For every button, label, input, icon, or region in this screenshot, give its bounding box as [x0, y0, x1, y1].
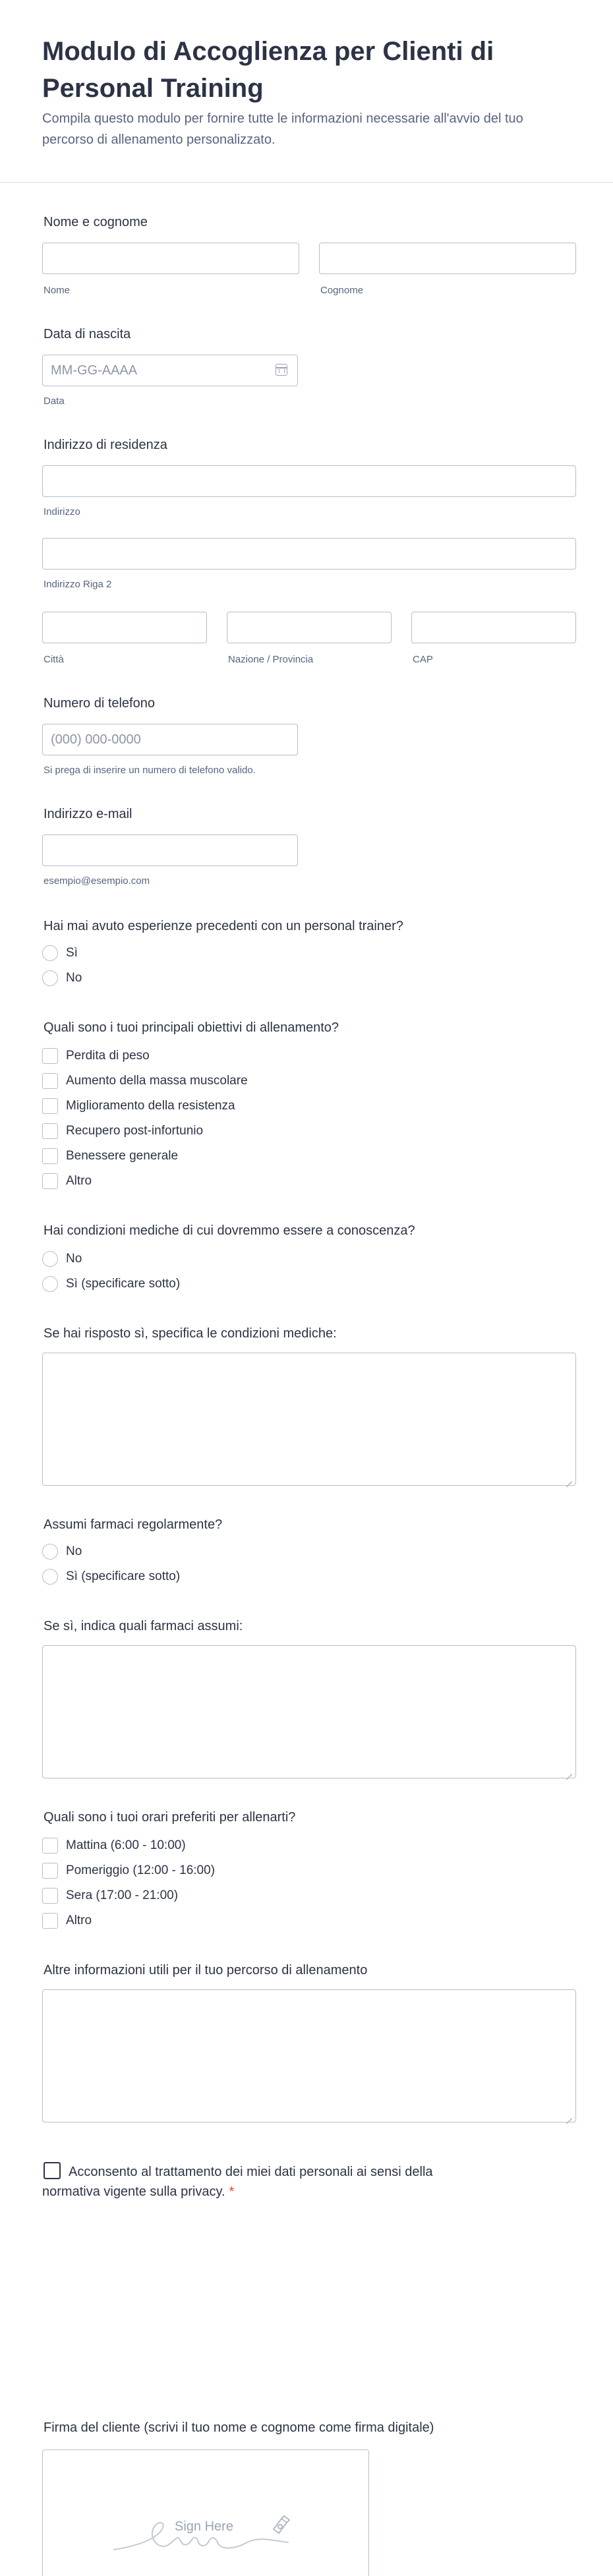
birthdate-label: Data di nascita	[44, 327, 131, 341]
conditions-detail-label: Se hai risposto sì, specifica le condizioni mediche:	[44, 1326, 337, 1341]
checkbox[interactable]	[42, 1073, 58, 1089]
conditions-label: Hai condizioni mediche di cui dovremmo essere a conoscenza?	[44, 1223, 415, 1238]
radio-button[interactable]	[42, 945, 58, 961]
experience-option-yes[interactable]: Sì	[42, 944, 78, 962]
checkbox[interactable]	[42, 1913, 58, 1929]
conditions-detail-textarea[interactable]	[42, 1353, 576, 1486]
first-name-sublabel: Nome	[44, 285, 71, 296]
calendar-icon[interactable]	[276, 364, 287, 376]
signature-pad[interactable]	[42, 2449, 369, 2576]
required-mark: *	[229, 2184, 235, 2199]
signature-label: Firma del cliente (scrivi il tuo nome e cognome come firma digitale)	[44, 2420, 434, 2435]
schedule-option-evening[interactable]: Sera (17:00 - 21:00)	[42, 1887, 178, 1905]
medications-option-yes[interactable]: Sì (specificare sotto)	[42, 1567, 180, 1586]
form-header	[0, 0, 613, 183]
checkbox[interactable]	[42, 1838, 58, 1854]
phone-sublabel: Si prega di inserire un numero di telefono valido.	[44, 765, 256, 776]
signature-scribble-icon	[43, 2450, 370, 2576]
goals-option-weight-loss[interactable]: Perdita di peso	[42, 1047, 150, 1065]
medications-label: Assumi farmaci regolarmente?	[44, 1517, 223, 1532]
conditions-option-yes[interactable]: Sì (specificare sotto)	[42, 1275, 180, 1293]
goals-option-other[interactable]: Altro	[42, 1172, 92, 1190]
form-title: Modulo di Accoglienza per Clienti di Personal Training	[42, 37, 494, 103]
schedule-option-other[interactable]: Altro	[42, 1912, 92, 1930]
checkbox[interactable]	[42, 1173, 58, 1189]
goals-option-endurance[interactable]: Miglioramento della resistenza	[42, 1097, 235, 1115]
last-name-input[interactable]	[319, 243, 576, 274]
city-sublabel: Città	[44, 654, 64, 665]
city-input[interactable]	[42, 612, 207, 643]
checkbox[interactable]	[42, 1863, 58, 1879]
first-name-input[interactable]	[42, 243, 299, 274]
checkbox[interactable]	[42, 1048, 58, 1064]
goals-option-muscle[interactable]: Aumento della massa muscolare	[42, 1072, 248, 1090]
checkbox[interactable]	[42, 1123, 58, 1139]
schedule-option-morning[interactable]: Mattina (6:00 - 10:00)	[42, 1836, 186, 1855]
radio-button[interactable]	[42, 1569, 58, 1585]
other-info-textarea[interactable]	[42, 1989, 576, 2122]
checkbox[interactable]	[42, 1888, 58, 1904]
goals-option-wellness[interactable]: Benessere generale	[42, 1147, 178, 1165]
other-info-label: Altre informazioni utili per il tuo percorso di allenamento	[44, 1963, 368, 1977]
medications-detail-label: Se sì, indica quali farmaci assumi:	[44, 1619, 243, 1633]
state-input[interactable]	[227, 612, 392, 643]
name-label: Nome e cognome	[44, 215, 148, 229]
birthdate-input[interactable]	[42, 355, 298, 386]
radio-button[interactable]	[42, 1276, 58, 1292]
conditions-option-no[interactable]: No	[42, 1250, 82, 1268]
address-line2-sublabel: Indirizzo Riga 2	[44, 579, 112, 590]
medications-option-no[interactable]: No	[42, 1542, 82, 1561]
form-subtitle: Compila questo modulo per fornire tutte le informazioni necessarie all'avvio del tuo percorso di allenamento personalizzato.	[42, 111, 523, 147]
experience-option-no[interactable]: No	[42, 969, 82, 987]
checkbox[interactable]	[42, 1148, 58, 1164]
address-line1-sublabel: Indirizzo	[44, 506, 80, 517]
consent-text: Acconsento al trattamento dei miei dati personali ai sensi della normativa vigente sulla privacy. *	[42, 2165, 433, 2199]
pen-icon	[267, 2511, 293, 2537]
address-label: Indirizzo di residenza	[44, 438, 167, 452]
address-line1-input[interactable]	[42, 465, 576, 497]
signature-placeholder: Sign Here	[175, 2519, 233, 2534]
goals-option-recovery[interactable]: Recupero post-infortunio	[42, 1122, 203, 1140]
email-label: Indirizzo e-mail	[44, 807, 132, 821]
schedule-label: Quali sono i tuoi orari preferiti per allenarti?	[44, 1810, 296, 1825]
email-sublabel: esempio@esempio.com	[44, 875, 150, 887]
zip-sublabel: CAP	[413, 654, 433, 665]
phone-input[interactable]	[42, 724, 298, 755]
checkbox[interactable]	[42, 1098, 58, 1114]
medications-detail-textarea[interactable]	[42, 1645, 576, 1778]
zip-input[interactable]	[411, 612, 576, 643]
experience-label: Hai mai avuto esperienze precedenti con un personal trainer?	[44, 919, 403, 933]
radio-button[interactable]	[42, 1544, 58, 1560]
schedule-option-afternoon[interactable]: Pomeriggio (12:00 - 16:00)	[42, 1861, 215, 1880]
goals-label: Quali sono i tuoi principali obiettivi di allenamento?	[44, 1020, 339, 1035]
state-sublabel: Nazione / Provincia	[228, 654, 314, 665]
address-line2-input[interactable]	[42, 538, 576, 570]
radio-button[interactable]	[42, 970, 58, 986]
phone-label: Numero di telefono	[44, 696, 155, 711]
radio-button[interactable]	[42, 1251, 58, 1267]
birthdate-sublabel: Data	[44, 395, 65, 407]
last-name-sublabel: Cognome	[320, 285, 364, 296]
email-input[interactable]	[42, 834, 298, 866]
